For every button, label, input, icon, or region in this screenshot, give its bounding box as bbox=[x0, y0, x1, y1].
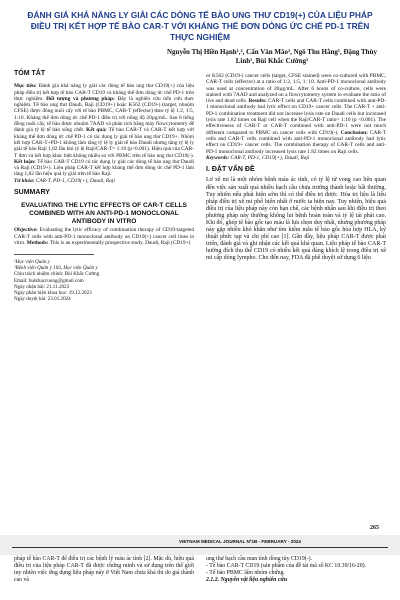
summary-results-label: Results: bbox=[248, 98, 267, 105]
summary-conclusion-label: Conclusion: bbox=[340, 129, 368, 136]
objective-label: Mục tiêu: bbox=[14, 83, 37, 90]
keywords-en bbox=[206, 155, 386, 161]
keywords-text: CAR-T, PD-1, CD19(+), Daudi, Raji bbox=[35, 177, 115, 184]
received-date: Ngày nhận bài: 21.11.2023 bbox=[14, 283, 70, 290]
conclusion-label: Kết luận: bbox=[14, 158, 36, 165]
abstract-heading: TÓM TẮT bbox=[14, 70, 46, 77]
next-right-subheading: 2.1.2. Nguyên vật liệu nghiên cứu bbox=[206, 577, 288, 583]
corresponding-author: Chịu trách nhiệm chính: Bùi Khắc Cường bbox=[14, 271, 100, 278]
summary-title: EVALUATING THE LYTIC EFFECTS OF CAR-T CELLS COMBINED WITH AN ANTI-PD-1 MONOCLONAL ANTIBODY IN VITRO bbox=[21, 202, 187, 226]
summary-keywords-label: Keywords: bbox=[206, 154, 230, 161]
summary-body-right bbox=[206, 73, 386, 155]
abstract-vi-body bbox=[14, 83, 194, 177]
next-page-left-text: pháp tế bào CAR-T để điều trị các bệnh lý máu ác tính [2]. Mặc dù, hiệu quả điều trị của liệu pháp CAR-T đã được chứng minh và sử dụng trên thế giới tuy nhiên việc ứng dụng liệu pháp này ở Việt Nam chưa khả thi do giá thành cao và bbox=[14, 556, 194, 583]
next-right-line-1: ung thư bạch cầu man tính dòng tủy CD19(-). bbox=[206, 556, 313, 562]
email: Email: buikhaccuong@gmail.com bbox=[14, 277, 84, 284]
summary-body-left bbox=[14, 227, 194, 246]
footnote-rule bbox=[14, 254, 94, 255]
affiliation-2: ²Bệnh viện Quân y 103, Học viện Quân y bbox=[14, 265, 98, 272]
intro-paragraph: Lơ xê mi là một nhóm bệnh máu ác tính, có tỷ lệ tử vong cao liên quan đến việc sản xuất quá nhiều bạch cầu chưa trưởng thành hoặc bất thường. Tuy nhiên nếu phát hiện sớm thì có thể điều trị được. Hóa trị liệu là liệu pháp điều trị xê mi phổ biến nhất ở nước ta hiện nay. Tuy nhiên, hiệu quả điều trị của liệu pháp này còn hạn chế, các bệnh nhân sau khi điều trị theo phương pháp này thường không lui bệnh hoàn toàn và tỷ lệ tái phát cao. Khi đó, ghép tế bào gốc tạo máu là lựa chọn duy nhất, nhưng phương pháp này gặp nhiều khó khăn như tìm kiếm mẫu tế bào gốc hòa hợp HLA, kỹ thuật phức tạp và chi phí cao [1]. Gần đây, liệu pháp CAR-T được phát triển, đánh giá và ghi nhận các kết quả khả quan. Liệu pháp tế bào CAR-T hướng đích thụ thể CD19 có nhiều kết quả đáng khích lệ trong điều trị xê mi cấp dòng lympho. Cho đến nay, FDA đã phê duyệt sử dụng 6 liệu bbox=[206, 177, 386, 262]
left-column bbox=[14, 71, 194, 302]
accepted-date: Ngày duyệt bài: 23.01.2024 bbox=[14, 295, 71, 302]
summary-objective-label: Objective: bbox=[14, 227, 38, 234]
affiliation-1: ¹Học viện Quân y bbox=[14, 259, 50, 266]
summary-results-text: CAR-T cells and CAR-T cells combined with anti-PD-1 monoclonal antibody had lytic effect on CD19+ cancer cells. The CAR-T + anti-PD-1 combination treatment did not increase lysis rate on Daudi cells but increased lysis rate 1.82 times on Raji cell when the Raji/CAR-T ratio= 1:10 (p <0.001). The effectiveness of CAR-T or CAR-T combined with anti-PD-1 were not much different compared to PBMC on cancer cells with CD19(-). bbox=[206, 98, 386, 136]
next-right-line-2: - Tế bào CAR-T CD19 (sản phẩm của đề tài mã số KC 10.39/16-20). bbox=[206, 563, 366, 569]
journal-rule bbox=[12, 547, 388, 548]
summary-heading: SUMMARY bbox=[14, 189, 50, 197]
journal-header: VIETNAM MEDICAL JOURNAL Nº1B - FEBRUARY - 2024 bbox=[179, 539, 301, 544]
author-list: Nguyễn Thị Hiền Hạnh¹,², Cấn Văn Mão², Ngô Thu Hằng¹, Đặng Thùy Linh¹, Bùi Khắc Cường¹ bbox=[167, 48, 377, 65]
results-text: Tế bào CAR-T và CAR-T kết hợp với kháng thể đơn dòng ức chế PD-1 có tác dụng ly giải tế bào ung thư CD19+. Nhóm kết hợp CAR-T+PD-1 không làm tăng tỷ lệ ly giải tế bào Daudi nhưng tăng tỷ lệ ly giải tế bào Raji 1,82 lần khi tỷ lệ Raji/CAR-T= 1:10 (p<0.001). Hiệu quả của CAR-T đơn và kết hợp khác biệt không nhiều so với PBMC trên tế bào ung thư CD19(-). bbox=[14, 127, 194, 159]
summary-methods-text: This is an experimentally prospective study. Daudi, Raji (CD19+) bbox=[49, 239, 191, 246]
conclusion-text: Tế bào CAR-T CD19 có tác dụng ly giải các dòng tế bào ung thư Daudi và Raji (CD19+). Liệu pháp CAR-T kết hợp kháng thể đơn dòng ức chế PD-1 làm tăng 1,82 lần hiệu quả ly giải trên tế bào Raji. bbox=[14, 158, 194, 178]
intro-heading: I. ĐẶT VẤN ĐỀ bbox=[206, 166, 255, 174]
summary-conclusion-text: CAR-T cells and CAR-T cells combined with anti-PD-1 monoclonal antibody had lytic effect on CD19+ cancer cells. The combination therapy of CAR-T cells and anti-PD-1 monoclonal antibody increased lysis rate 1.82 times on Raji cells. bbox=[206, 129, 386, 155]
summary-keywords-text: CAR-T, PD-1, CD19(+), Daudi, Raji bbox=[230, 154, 310, 161]
page-gap-band bbox=[0, 535, 400, 555]
next-page-right-text bbox=[206, 556, 386, 584]
keywords-label: Từ khóa: bbox=[14, 177, 35, 184]
results-label: Kết quả: bbox=[86, 127, 107, 134]
reviewed-date: Ngày phản biện khoa học: 19.12.2023 bbox=[14, 289, 92, 296]
paper-title: ĐÁNH GIÁ KHẢ NĂNG LY GIẢI CÁC DÒNG TẾ BÀO UNG THƯ CD19(+) CỦA LIỆU PHÁP ĐIỀU TRỊ KẾT HỢP TẾ BÀO CAR-T VỚI KHÁNG THỂ ĐƠN DÒNG ỨC CHẾ PD-1 TRÊN THỰC NGHIỆM bbox=[27, 10, 373, 42]
methods-text: Đây là nghiên cứu tiến cứu thực nghiệm. Tế bào ung thư Daudi, Raji (CD19+) hoặc K562 (CD19-) (target, nhuộm CFSE) được đồng nuôi cấy với tế bào PBMC, CAR-T (effector) theo tỷ lệ 1:2, 1:5, 1:10. Kháng thể đơn dòng ức chế PD-1 điều trị với nồng độ 20µg/mL. Sau 6 tiếng đồng nuôi cấy, tế bào được nhuộm 7AAD và phân tích bằng máy flowcytometry để đánh giá tỷ lệ tế bào sống chết. bbox=[14, 95, 194, 134]
keywords-vi bbox=[14, 178, 194, 184]
page-number: 265 bbox=[370, 525, 379, 531]
summary-objective-text: Evaluating the lytic efficacy of combination therapy of CD19-targeted CAR-T cells with anti-PD-1 monoclonal antibody on CD19(+) cancer cell lines in vitro. bbox=[14, 227, 194, 246]
summary-methods-label: Methods: bbox=[26, 239, 49, 246]
next-right-line-3: - Tế bào PBMC lấm nhóm chứng. bbox=[206, 570, 285, 576]
summary-methods-cont: or K562 (CD19-) cancer cells (target, CFSE stained) were co-cultured with PBMC, CAR-T cells (effector) at a ratio of 1:2, 1:5, 1: 10. Anti-PD-1 monoclonal antibody was used at concentration of 20µg/mL. After 6 hours of co-culture, cells were stained with 7AAD and analyzed on a flowcytometry system to evaluate the ratio of live and dead cells. bbox=[206, 73, 386, 105]
footnotes bbox=[14, 259, 194, 302]
right-column bbox=[206, 73, 386, 263]
objective-text: Đánh giá khả năng ly giải các dòng tế bào ung thư CD19(+) của liệu pháp điều trị kết hợp tế bào CAR-T CD19 và kháng thể đơn dòng ức chế PD-1 trên thực nghiệm. bbox=[14, 83, 194, 102]
methods-label: Đối tượng và phương pháp: bbox=[46, 95, 115, 102]
